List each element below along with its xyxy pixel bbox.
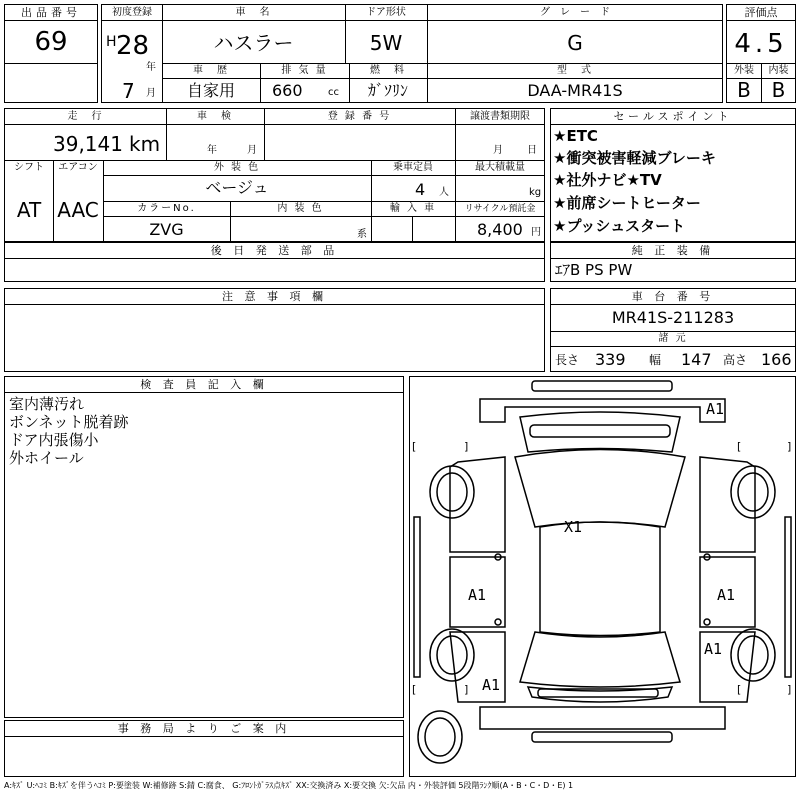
score-label: 評価点 xyxy=(727,5,795,21)
color-no-value: ZVG xyxy=(149,220,184,239)
sales-point-item: ★衝突被害軽減ブレーキ xyxy=(553,149,716,167)
displacement-label: 排 気 量 xyxy=(281,65,328,76)
ext-grade-label: 外装 xyxy=(734,65,754,76)
inspection-label: 車 検 xyxy=(197,111,233,122)
notes-label: 注 意 事 項 欄 xyxy=(5,289,544,305)
damage-mark: A1 xyxy=(468,586,487,604)
damage-mark: X1 xyxy=(564,518,583,536)
grade-value: G xyxy=(567,31,583,55)
length-label: 長さ xyxy=(555,353,580,367)
grade-label: グ レ ー ド xyxy=(540,7,610,18)
height-value: 166 xyxy=(761,350,792,369)
sales-points-label: セールスポイント xyxy=(551,109,795,125)
office-box xyxy=(4,720,404,777)
model-label: 型 式 xyxy=(557,65,593,76)
inspection-year-unit: 年 xyxy=(207,145,217,156)
chassis-value: MR41S-211283 xyxy=(611,308,735,327)
door-type-label: ドア形状 xyxy=(366,7,406,18)
history-value: 自家用 xyxy=(186,81,235,100)
capacity-label: 乗車定員 xyxy=(393,162,433,173)
inspection-month-unit: 月 xyxy=(247,145,257,156)
model-value: DAA-MR41S xyxy=(527,81,623,100)
ext-color-label: 外 装 色 xyxy=(213,162,261,173)
notes-box xyxy=(4,288,545,372)
svg-text:]: ] xyxy=(787,440,792,453)
office-label: 事 務 局 よ り ご 案 内 xyxy=(5,721,403,737)
reg-year: 28 xyxy=(116,31,150,61)
reg-month: 7 xyxy=(122,79,135,103)
svg-text:[: [ xyxy=(737,683,742,696)
mileage-value: 39,141 xyxy=(53,132,123,156)
vehicle-info-table xyxy=(101,4,723,103)
door-type-value: 5W xyxy=(369,31,403,55)
displacement-unit: cc xyxy=(328,87,339,98)
reg-month-unit: 月 xyxy=(146,88,156,99)
fuel-value: ｶﾞｿﾘﾝ xyxy=(367,81,408,100)
svg-text:]: ] xyxy=(464,683,469,696)
damage-mark: A1 xyxy=(482,676,501,694)
chassis-label: 車 台 番 号 xyxy=(551,289,795,305)
ext-color-value: ベージュ xyxy=(205,178,269,197)
later-parts-box xyxy=(4,242,545,282)
footer-legend: A:ｷｽﾞ U:ﾍｺﾐ B:ｷｽﾞを伴うﾍｺﾐ P:要塗装 W:補修跡 S:錆 C:腐食、 G:ﾌﾛﾝﾄｶﾞﾗｽ点ｷｽﾞ XX:交換済み X:要交換 欠:欠品 内・外装評価 5段階ﾗﾝｸ順(A・B・C・D・E) 1 xyxy=(4,781,574,790)
capacity-value: 4 xyxy=(415,180,426,199)
lot-number-label: 出品番号 xyxy=(5,5,97,21)
max-load-unit: kg xyxy=(529,187,542,198)
car-diagram-box xyxy=(409,376,796,777)
equipment-box xyxy=(550,242,796,282)
max-load-label: 最大積載量 xyxy=(475,162,525,173)
inspector-note: ドア内張傷小 xyxy=(9,431,99,449)
mileage-unit: km xyxy=(129,132,161,156)
recycle-value: 8,400 xyxy=(477,220,523,239)
score-box xyxy=(726,4,796,103)
reg-era: H xyxy=(106,34,117,50)
equipment-value: ｴｱB PS PW xyxy=(555,261,633,279)
sales-point-item: ★社外ナビ★TV xyxy=(553,171,662,189)
capacity-unit: 人 xyxy=(439,187,449,198)
damage-mark: A1 xyxy=(704,640,723,658)
shift-value: AT xyxy=(16,198,42,222)
inspector-note: 室内薄汚れ xyxy=(9,395,85,413)
lot-number-box xyxy=(4,4,98,103)
shift-label: シフト xyxy=(14,162,44,173)
sales-point-item: ★プッシュスタート xyxy=(553,217,686,235)
width-value: 147 xyxy=(681,350,712,369)
first-reg-label: 初度登録 xyxy=(112,7,152,18)
dims-label: 諸 元 xyxy=(658,333,688,344)
deadline-month-unit: 月 xyxy=(493,145,503,156)
width-label: 幅 xyxy=(649,353,662,367)
svg-text:[: [ xyxy=(412,683,417,696)
equipment-label: 純 正 装 備 xyxy=(551,243,795,259)
car-name-label: 車 名 xyxy=(235,7,272,18)
detail-table xyxy=(4,108,545,242)
sales-point-item: ★ETC xyxy=(553,127,598,145)
svg-text:[: [ xyxy=(412,440,417,453)
inspector-box xyxy=(4,376,404,718)
reg-year-unit: 年 xyxy=(146,62,156,73)
svg-text:[: [ xyxy=(737,440,742,453)
import-label: 輸 入 車 xyxy=(389,203,437,214)
sales-points-box xyxy=(550,108,796,242)
score-value: 4.5 xyxy=(734,29,788,59)
later-parts-label: 後 日 発 送 部 品 xyxy=(5,243,544,259)
car-name-value: ハスラー xyxy=(213,31,294,55)
damage-mark: A1 xyxy=(706,400,725,418)
mileage-label: 走 行 xyxy=(67,111,104,122)
int-color-unit: 系 xyxy=(357,229,367,240)
lot-number-value: 69 xyxy=(34,27,68,57)
deadline-day-unit: 日 xyxy=(527,145,537,156)
aircon-value: AAC xyxy=(57,198,99,222)
car-diagram xyxy=(410,377,795,776)
int-color-label: 内 装 色 xyxy=(277,203,324,214)
int-grade-label: 内装 xyxy=(768,65,789,76)
damage-mark: A1 xyxy=(717,586,736,604)
inspector-note: ボンネット脱着跡 xyxy=(9,413,129,431)
svg-text:]: ] xyxy=(787,683,792,696)
length-value: 339 xyxy=(595,350,626,369)
recycle-label: リサイクル預託金 xyxy=(464,204,536,214)
doc-deadline-label: 譲渡書類期限 xyxy=(470,111,530,122)
color-no-label: カラーNo. xyxy=(137,203,196,214)
int-grade-value: B xyxy=(771,78,786,102)
history-label: 車 歴 xyxy=(193,65,229,76)
recycle-unit: 円 xyxy=(531,227,541,238)
displacement-value: 660 xyxy=(272,81,303,100)
aircon-label: エアコン xyxy=(58,162,98,173)
ext-grade-value: B xyxy=(737,78,751,102)
svg-text:]: ] xyxy=(464,440,469,453)
reg-number-label: 登 録 番 号 xyxy=(327,111,392,122)
inspector-note: 外ホイール xyxy=(9,449,84,467)
sales-point-item: ★前席シートヒーター xyxy=(553,194,701,212)
inspector-label: 検 査 員 記 入 欄 xyxy=(5,377,403,393)
chassis-box xyxy=(550,288,796,372)
height-label: 高さ xyxy=(723,353,748,367)
fuel-label: 燃 料 xyxy=(370,65,406,76)
